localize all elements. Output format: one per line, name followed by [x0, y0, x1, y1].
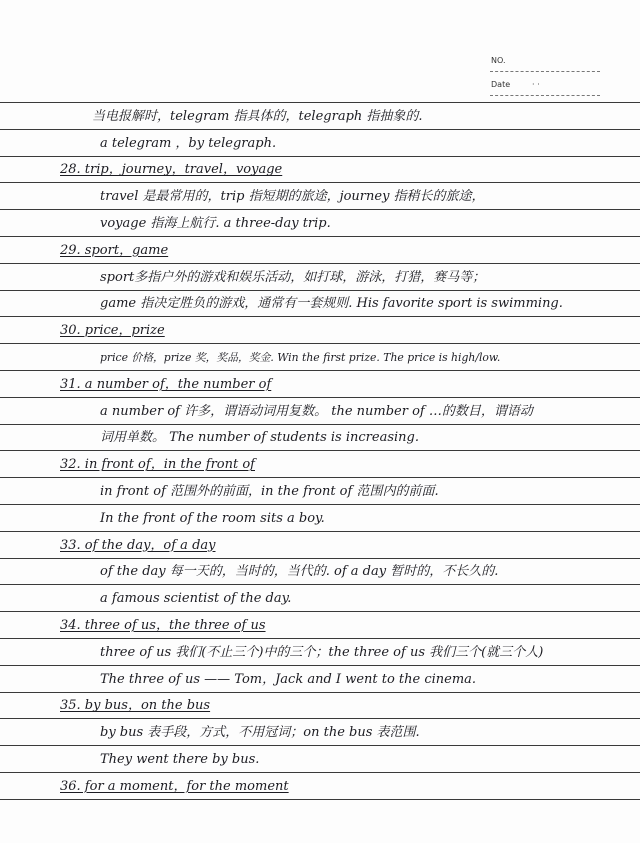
line-text: a telegram ，by telegraph.: [100, 135, 277, 151]
line-text: 35. by bus，on the bus: [60, 698, 211, 714]
line-text: 31. a number of，the number of: [60, 376, 272, 392]
line-text: 30. price，prize: [60, 323, 165, 339]
line-text: 29. sport，game: [60, 242, 169, 258]
line-text: a famous scientist of the day.: [100, 591, 292, 607]
date-label: Date: [491, 80, 511, 89]
date-dots: · ·: [532, 80, 540, 89]
line-text: They went there by bus.: [100, 752, 260, 767]
line-text: voyage 指海上航行. a three-day trip.: [100, 216, 331, 231]
line-text: sport多指户外的游戏和娱乐活动，如打球，游泳，打猎，赛马等；: [100, 269, 486, 285]
line-text: of the day 每一天的，当时的，当代的. of a day 暂时的，不长久的.: [100, 564, 499, 580]
line-text: In the front of the room sits a boy.: [100, 510, 325, 526]
line-text: price 价格，prize 奖，奖品，奖金. Win the first prize. The price is high/low.: [100, 351, 501, 364]
line-text: by bus 表手段，方式，不用冠词；on the bus 表范围.: [100, 725, 420, 741]
number-label: NO.: [491, 56, 506, 65]
ruled-line: [0, 799, 640, 800]
line-text: travel 是最常用的，trip 指短期的旅途，journey 指稍长的旅途，: [100, 189, 485, 205]
number-line: [490, 71, 600, 72]
line-text: game 指决定胜负的游戏，通常有一套规则. His favorite sport is swimming.: [100, 296, 563, 312]
line-text: 词用单数。 The number of students is increasing.: [100, 430, 419, 446]
line-text: in front of 范围外的前面，in the front of 范围内的前面.: [100, 484, 439, 499]
line-text: 当电报解时，telegram 指具体的，telegraph 指抽象的.: [92, 108, 423, 124]
line-text: 32. in front of，in the front of: [60, 457, 255, 473]
entry-heading: [0, 767, 640, 799]
line-text: 36. for a moment，for the moment: [60, 778, 289, 794]
line-text: The three of us —— Tom，Jack and I went to the cinema.: [100, 671, 477, 687]
line-text: three of us 我们(不止三个)中的三个；the three of us 我们三个(就三个人): [100, 644, 544, 660]
line-text: 28. trip，journey，travel，voyage: [60, 162, 283, 178]
line-text: a number of 许多，谓语动词用复数。 the number of …的数目，谓语动: [100, 403, 533, 419]
line-text: 34. three of us，the three of us: [60, 618, 266, 633]
line-text: 33. of the day，of a day: [60, 537, 216, 553]
